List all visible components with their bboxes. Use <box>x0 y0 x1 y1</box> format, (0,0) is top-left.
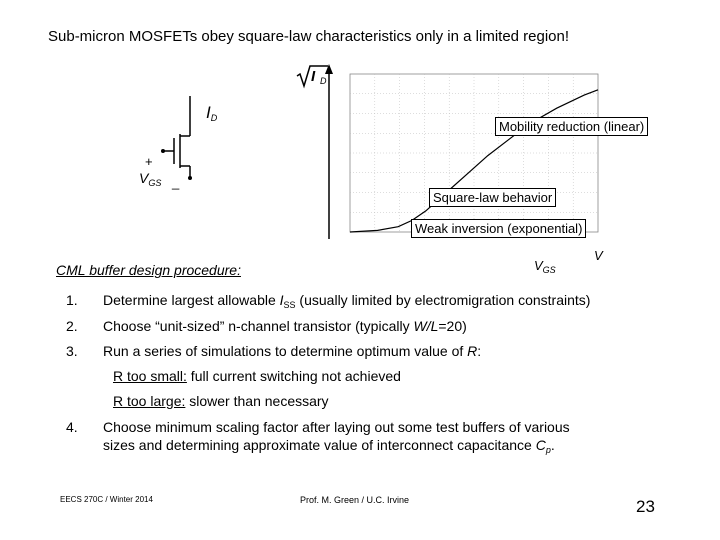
source-terminal-icon <box>188 176 192 180</box>
callout-weak-inversion: Weak inversion (exponential) <box>411 219 586 238</box>
footer-author: Prof. M. Green / U.C. Irvine <box>300 495 410 505</box>
chart-svg <box>294 64 664 274</box>
callout-mobility-reduction: Mobility reduction (linear) <box>495 117 648 136</box>
page-number: 23 <box>636 497 655 516</box>
sub-item-r-too-small: R too small: full current switching not achieved <box>113 368 401 384</box>
step-3-text: Run a series of simulations to determine optimum value of R: <box>103 343 482 359</box>
slide-title: Sub-micron MOSFETs obey square-law characteristics only in a limited region! <box>48 28 570 45</box>
procedure-title: CML buffer design procedure: <box>56 262 241 278</box>
step-number: 1. <box>66 292 78 308</box>
step-2-text: Choose “unit-sized” n-channel transistor (typically W/L=20) <box>103 318 467 334</box>
minus-label: _ <box>172 175 180 190</box>
step-number: 3. <box>66 343 78 359</box>
id-vgs-chart <box>294 64 664 274</box>
vgs-source-label: $V_{GS}$ <box>139 170 162 188</box>
x-axis-label: V <box>594 248 603 263</box>
gate-terminal-icon <box>161 149 165 153</box>
callout-square-law: Square-law behavior <box>429 188 556 207</box>
plus-label: + <box>145 154 153 169</box>
step-4-line-2: sizes and determining approximate value of interconnect capacitance $C_p$. <box>103 437 555 455</box>
sqrt-id-sub: D <box>320 76 327 86</box>
footer-course: EECS 270C / Winter 2014 <box>60 495 153 504</box>
id-curve <box>350 90 598 232</box>
step-1-text: Determine largest allowable $I_{SS}$ (usually limited by electromigration constraints) <box>103 292 591 310</box>
vgs-axis-label: $V_{GS}$ <box>534 258 556 275</box>
sqrt-id-label: I <box>311 68 316 85</box>
step-number: 4. <box>66 419 78 435</box>
sub-item-r-too-large: R too large: slower than necessary <box>113 393 329 409</box>
step-number: 2. <box>66 318 78 334</box>
drain-current-label: $I_D$ <box>206 103 218 123</box>
step-4-line-1: Choose minimum scaling factor after laying out some test buffers of various <box>103 419 570 435</box>
plot-grid <box>350 74 598 232</box>
